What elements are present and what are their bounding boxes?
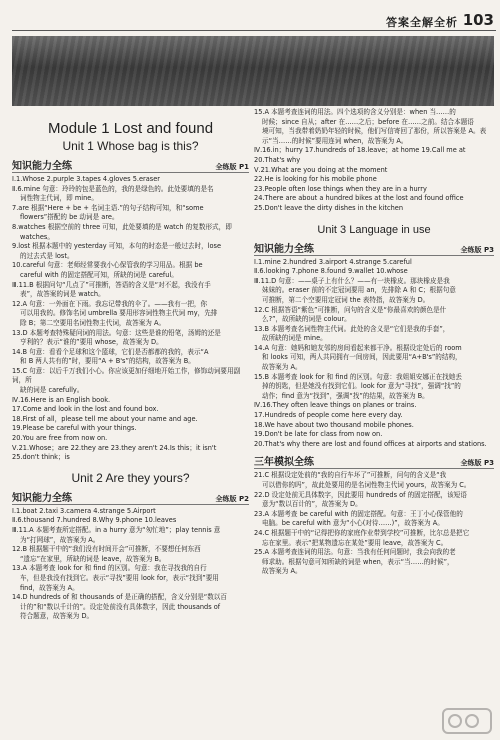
unit1-line: 词性物主代词，即 mine。 xyxy=(20,194,98,203)
unit3-section-header xyxy=(254,240,494,256)
right_top-line: 时候；since 自从；after 在……之后；before 在……之前。结合本题语 xyxy=(262,117,474,126)
unit3-line: 19.Don't be late for class from now on. xyxy=(254,430,383,439)
unit3-line: 和 looks 可知，两人共同拥有一间房间，因此要用“A+B's”的结构， xyxy=(262,353,462,362)
unit1-line: 9.lost 根据本题中的 yesterday 可知，本句的时态是一般过去时，lose xyxy=(12,242,222,251)
unit3-title: Unit 3 Language in use xyxy=(317,223,431,236)
sanyear-line: 24.C 根据题干中的“记得把你的家庭作业带到学校”可推断，比尔总是把它 xyxy=(254,528,470,537)
unit1-line: 20.You are free from now on. xyxy=(12,434,108,443)
sanyear-answers xyxy=(254,471,494,577)
unit3-line: 故所缺的词是 mine。 xyxy=(262,334,327,343)
unit2-section-tag: 全练版 P2 xyxy=(215,494,249,503)
unit1-line: 19.Please be careful with your things. xyxy=(12,424,137,433)
unit1-line: Ⅴ.21.Whose；are 22.they are 23.they aren't 24.Is this；it isn't xyxy=(12,443,217,452)
unit1-section-name: 知识能力全练 xyxy=(12,161,72,172)
sanyear-line: 忘在家里。表示“把某物遗忘在某处”要用 leave，故答案为 C。 xyxy=(262,538,448,547)
unit3-line: Ⅳ.16.They often leave things on planes or trains. xyxy=(254,401,417,410)
unit1-line: 可以用我的。修饰名词 umbrella 要用形容词性物主代词 my，先排 xyxy=(20,309,218,318)
unit1-line: 12.A 句意：一外面在下雨。我忘记带我的伞了。——我有一把，你 xyxy=(12,299,208,308)
sanyear-line: 故答案为 A。 xyxy=(262,567,302,576)
unit3-line: 17.Hundreds of people come here every day. xyxy=(254,411,403,420)
unit3-line: 故答案为 A。 xyxy=(262,363,302,372)
decorative-banner xyxy=(12,36,494,106)
unit2-line: Ⅰ.1.boat 2.taxi 3.camera 4.strange 5.Airport xyxy=(12,506,156,515)
right_top-line: 25.Don't leave the dirty dishes in the kitchen xyxy=(254,203,404,212)
unit3-line: Ⅰ.1.mine 2.hundred 3.airport 4.strange 5.careful xyxy=(254,257,412,266)
unit2-title: Unit 2 Are they yours? xyxy=(71,470,190,485)
sanyear-section-name: 三年模拟全练 xyxy=(254,457,314,469)
sanyear-line: 21.C 根据设定处前的“我的自行车坏了”可推断，问句的含义是“我 xyxy=(254,471,447,480)
unit1-line: 亨利的？表示“谁的”要用 whose，故答案为 D。 xyxy=(20,338,163,347)
unit1-line: 缺的词是 carefully。 xyxy=(20,386,84,395)
unit3-line: 18.We have about two thousand mobile phones. xyxy=(254,420,414,429)
unit1-line: 13.D 本题考查特殊疑问词的用法。句意：这些是谁的铅笔，汤姆的还是 xyxy=(12,328,221,337)
right_top-line: 境可知，当我带着奶奶年轻的时候，他们写信寄回了那份，所以答案是 A。表 xyxy=(262,127,487,136)
unit2-line: Ⅲ.11.A 本题考查所定搭配。in a hurry 意为“匆忙地”；play tennis 意 xyxy=(12,526,221,534)
unit3-section-tag: 全练版 P3 xyxy=(460,245,494,254)
unit3-line: 可推断，第二个空要用定冠词 the 表特指，故答案为 D。 xyxy=(262,295,430,304)
module-title: Module 1 Lost and found xyxy=(47,120,214,137)
unit3-line: 13.B 本题考查名词性物主代词。此处的含义是“它们是我的手套”， xyxy=(254,324,450,333)
unit1-line: 15.C 句意：以后千万我们小心。你应该更加仔细地开始工作，修饰动词要用副词，所 xyxy=(12,366,241,385)
unit1-line: 25.don't think；is xyxy=(12,453,70,462)
unit1-line: Ⅳ.16.Here is an English book. xyxy=(12,395,111,404)
unit1-line: careful with 的固定搭配可知，所缺的词是 careful。 xyxy=(20,270,178,279)
unit1-line: 的过去式是 lost。 xyxy=(20,251,74,260)
unit1-line: watches。 xyxy=(20,232,54,241)
unit2-line: 符合题意，故答案为 D。 xyxy=(20,612,94,621)
unit1-line: 18.First of all，please tell me about your name and age. xyxy=(12,414,198,423)
unit1-line: Ⅲ.11.B 根据问句“几点了”可推断，答语的含义是“对不起，我没有手 xyxy=(12,280,211,289)
unit3-line: 掉的钥匙，但是她没有找到它们。look for 意为“寻找”，强调“找”的 xyxy=(262,382,461,391)
unit3-section-name: 知识能力全练 xyxy=(254,243,314,255)
unit1-title: Unit 1 Whose bag is this? xyxy=(62,139,199,153)
unit2-section-header xyxy=(12,489,249,505)
unit1-line: 10.careful 句意：老师经常要我小心保管我的学习用品。根据 be xyxy=(12,261,203,270)
sanyear-line: 师求助。根据句意可知所缺的词是 when，表示“当……的时候”， xyxy=(262,557,454,566)
unit1-line: Ⅱ.6.mine 句意：玲玲的包是蓝色的，我的是绿色的。此处要填的是名 xyxy=(12,184,214,193)
unit2-line: 12.B 根据题干中的“我们没有时间开会”可推断，不要想任何东西 xyxy=(12,545,201,554)
unit2-line: find，故答案为 A。 xyxy=(20,583,79,592)
sanyear-line: 25.A 本题考查连词的用法。句意：当我有任何问题时，我会向我的老 xyxy=(254,548,456,557)
unit2-line: 14.D hundreds of 和 thousands of 是正确的搭配，含义分别是“数以百 xyxy=(12,593,227,602)
sanyear-section-header xyxy=(254,453,494,469)
unit1-line: Ⅰ.1.Whose 2.purple 3.tapes 4.gloves 5.eraser xyxy=(12,175,161,183)
unit3-line: 妹妹的。eraser 前的不定冠词要用 an，先排除 A 和 C；根据句意 xyxy=(262,286,456,295)
unit2-line: 13.A 本题考查 look for 和 find 的区别。句意：我在寻找我的自行 xyxy=(12,564,207,573)
unit2-line: 为“打网球”，故答案为 A。 xyxy=(20,535,100,544)
unit2-line: Ⅱ.6.thousand 7.hundred 8.Why 9.phone 10.leaves xyxy=(12,516,177,525)
unit1-answers xyxy=(12,175,249,463)
unit3-line: 12.C 根据答语“紫色”可推断，问句的含义是“你最喜欢的颜色是什 xyxy=(254,305,447,314)
sanyear-line: 电脑。be careful with 意为“小心(对待……)”，故答案为 A。 xyxy=(262,519,444,528)
page-number: 103 xyxy=(462,11,494,29)
sanyear-line: 22.D 设定处前无具体数字，因此要用 hundreds of 的固定搭配，该短语 xyxy=(254,490,467,499)
unit1-section-tag: 全练版 P1 xyxy=(215,163,249,171)
unit1-line: 14.B 句意：看看个足球和这个篮球，它们是否都都的我的，表示“A xyxy=(12,347,209,356)
right_top-line: 23.People often lose things when they are in a hurry xyxy=(254,184,427,193)
unit1-line: 除 B；第二空要用名词性物主代词，故答案为 A。 xyxy=(20,318,166,327)
sanyear-line: 可以借你的吗”，故此处要用的是名词性物主代词 yours，故答案为 C。 xyxy=(262,481,471,489)
unit3-line: 15.B 本题考查 look for 和 find 的区别。句意：我姐姐安娜正在找她丢 xyxy=(254,372,462,381)
right_top-line: 20.That's why xyxy=(254,155,301,164)
right_top-line: 22.He is looking for his mobile phone xyxy=(254,175,377,184)
unit3-line: 14.A 句意：她妈和她友邻的房间看起来都干净。根据设定处后的 room xyxy=(254,343,462,352)
header-title: 答案全解全析 xyxy=(386,16,458,29)
right-column xyxy=(254,108,494,577)
right_top-line: 15.A 本题考查连词的用法。四个选项的含义分别是：when 当……的 xyxy=(254,108,456,116)
watermark-icon xyxy=(442,708,492,734)
sanyear-line: 23.A 本题考查 be careful with 的固定搭配。句意：王丁小心保管他的 xyxy=(254,509,463,518)
unit3-answers xyxy=(254,258,494,450)
right_top-line: 示“当……的时候”要用连词 when，故答案为 A。 xyxy=(262,136,408,145)
left-column xyxy=(12,108,249,622)
unit1-line: 7.are 根据“Here + be + 名词主语.”的句子结构可知，和“some xyxy=(12,203,204,212)
unit2-continued-answers xyxy=(254,108,494,214)
unit1-line: 8.watches 根据空前的 three 可知，此处要填的是 watch 的复数形式，即 xyxy=(12,222,232,231)
unit3-line: 20.That's why there are lost and found offices at airports and stations. xyxy=(254,439,487,448)
unit3-line: Ⅲ.11.D 句意：——桌子上有什么？——有一块橡皮。那块橡皮是我 xyxy=(254,276,450,285)
unit3-line: 么?”，故所缺的词是 colour。 xyxy=(262,315,351,324)
unit2-line: 车，但是我没有找到它。表示“寻找”要用 look for，表示“找到”要用 xyxy=(20,573,219,582)
right_top-line: Ⅳ.16.in；hurry 17.hundreds of 18.leave；at home 19.Call me at xyxy=(254,146,466,155)
unit1-section-header xyxy=(12,157,249,173)
unit1-line: 17.Come and look in the lost and found box. xyxy=(12,405,159,414)
unit3-line: 动作；find 意为“找到”，强调“找”的结果，故答案为 B。 xyxy=(262,391,429,400)
sanyear-section-tag: 全练版 P3 xyxy=(460,459,494,468)
header-rule xyxy=(12,30,496,31)
right_top-line: Ⅴ.21.What are you doing at the moment xyxy=(254,165,388,174)
top-header xyxy=(0,0,500,34)
unit1-line: 表”，故答案的词是 watch。 xyxy=(20,290,105,299)
unit2-line: 计的”和“数以千计的”。设定处前没有具体数字，因此 thousands of xyxy=(20,602,221,611)
unit2-answers xyxy=(12,507,249,622)
unit2-section-name: 知识能力全练 xyxy=(12,492,72,504)
sanyear-line: 意为“数以百计的”，故答案为 D。 xyxy=(262,500,362,509)
right_top-line: 24.There are about a hundred bikes at the lost and found office xyxy=(254,194,464,203)
unit3-line: Ⅱ.6.looking 7.phone 8.found 9.wallet 10.whose xyxy=(254,267,408,276)
unit2-line: “遗忘”在家里，所缺的词是 leave，故答案为 B。 xyxy=(20,554,166,563)
unit1-line: 和 B 两人共有的”时，要用“A + B's”的结构，故答案为 B。 xyxy=(20,357,195,366)
unit1-line: flowers”搭配的 be 动词是 are。 xyxy=(20,213,119,222)
